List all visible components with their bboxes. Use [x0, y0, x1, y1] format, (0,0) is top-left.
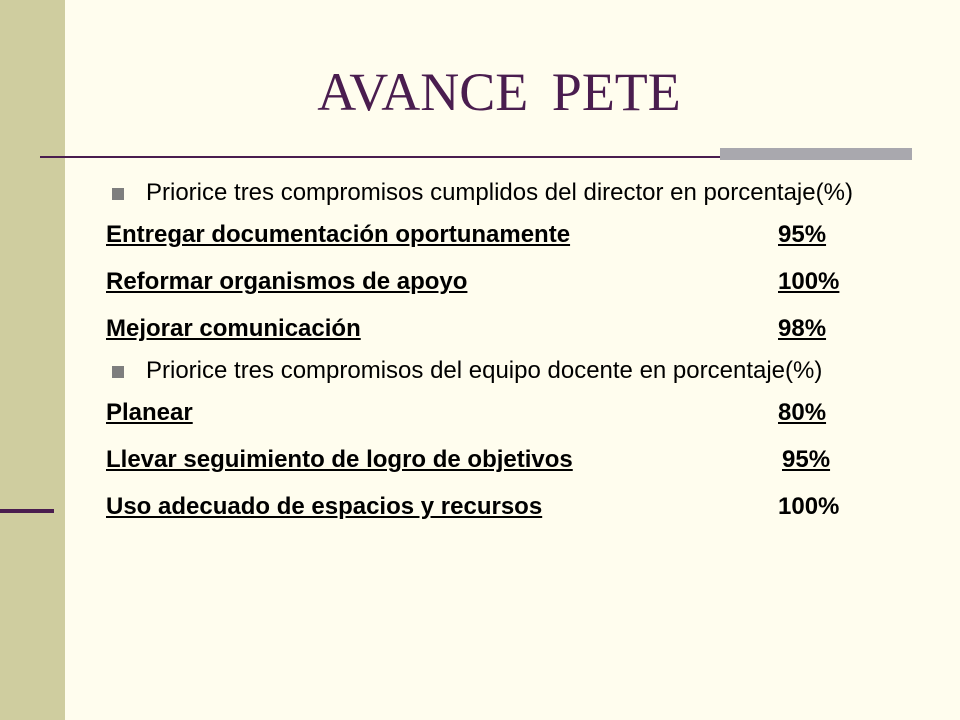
docentes-row-value: 95%: [782, 446, 831, 473]
director-row-label: Reformar organismos de apoyo: [106, 268, 468, 295]
docentes-row-value: 100%: [778, 493, 840, 520]
director-row-label: Entregar documentación oportunamente: [106, 221, 571, 248]
docentes-row-label: Uso adecuado de espacios y recursos: [106, 493, 543, 520]
director-row: [106, 314, 926, 354]
page-title: AVANCE PETE: [317, 62, 681, 122]
director-row-value: 98%: [778, 315, 827, 342]
docentes-row-label: Planear: [106, 399, 193, 426]
bullet-docentes: [106, 354, 926, 388]
bullet-docentes-text: Priorice tres compromisos del equipo docente en porcentaje(%): [146, 357, 823, 384]
director-row: [106, 220, 926, 267]
docentes-row: [106, 492, 926, 539]
docentes-row-label: Llevar seguimiento de logro de objetivos: [106, 446, 573, 473]
director-row-value: 100%: [778, 268, 840, 295]
director-row-value: 95%: [778, 221, 827, 248]
docentes-row: [106, 445, 926, 492]
slide-content: [106, 176, 926, 539]
director-row-label: Mejorar comunicación: [106, 315, 361, 342]
bullet-director: [106, 176, 926, 210]
square-bullet-icon: [112, 366, 124, 378]
sidebar-band: [0, 0, 65, 720]
bullet-director-text: Priorice tres compromisos cumplidos del director en porcentaje(%): [146, 179, 853, 206]
docentes-row: [106, 398, 926, 445]
title-accent-bar: [720, 148, 912, 160]
director-row: [106, 267, 926, 314]
square-bullet-icon: [112, 188, 124, 200]
docentes-row-value: 80%: [778, 399, 827, 426]
sidebar-divider: [0, 509, 54, 513]
